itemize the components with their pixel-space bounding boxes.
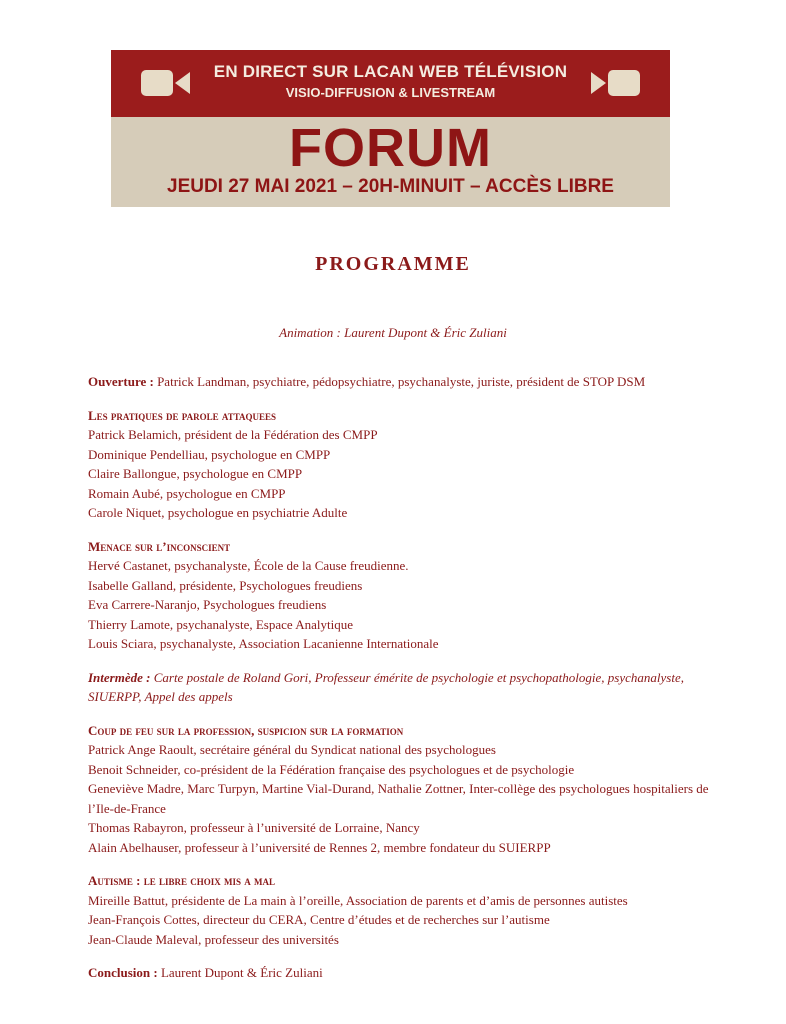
list-item: Jean-François Cottes, directeur du CERA, Centre d’études et de recherches sur l’autisme: [88, 912, 550, 927]
section-pratiques: [88, 406, 728, 523]
event-banner: [111, 50, 670, 207]
conclusion-line: [88, 963, 728, 983]
banner-title: FORUM: [289, 118, 492, 178]
conclusion-label: Conclusion :: [88, 965, 158, 980]
list-item: Alain Abelhauser, professeur à l’université de Rennes 2, membre fondateur du SUIERPP: [88, 839, 551, 855]
ouverture-text: Patrick Landman, psychiatre, pédopsychiatre, psychanalyste, juriste, président de STOP DSM: [157, 374, 646, 389]
section-heading: Coup de feu sur la profession, suspicion sur la formation: [88, 722, 404, 738]
list-item: Louis Sciara, psychanalyste, Association Lacanienne Internationale: [88, 636, 439, 651]
banner-stream-line: VISIO-DIFFUSION & LIVESTREAM: [285, 85, 496, 100]
section-heading: Menace sur l’inconscient: [88, 538, 231, 554]
banner-date: JEUDI 27 MAI 2021 – 20H-MINUIT – ACCÈS LIBRE: [167, 176, 614, 197]
section-heading: Autisme : le libre choix mis a mal: [88, 873, 275, 888]
section-menace: [88, 537, 728, 654]
ouverture-label: Ouverture :: [88, 374, 154, 389]
section-heading: Les pratiques de parole attaquees: [88, 407, 277, 423]
list-item: Carole Niquet, psychologue en psychiatrie Adulte: [88, 505, 348, 520]
section-coup-de-feu: [88, 721, 728, 858]
conclusion: [88, 963, 728, 983]
list-item: Jean-Claude Maleval, professeur des universités: [88, 931, 339, 947]
list-item: Romain Aubé, psychologue en CMPP: [88, 485, 286, 501]
list-item: Eva Carrere-Naranjo, Psychologues freudiens: [88, 597, 327, 612]
list-item: Geneviève Madre, Marc Turpyn, Martine Vial-Durand, Nathalie Zottner, Inter-collège des psychologues hospitaliers de l’Ile-de-France: [88, 781, 709, 816]
list-item: Benoit Schneider, co-président de la Fédération française des psychologues et de psychologie: [88, 761, 575, 777]
banner-top-band: [111, 50, 670, 117]
list-item: Isabelle Galland, présidente, Psychologues freudiens: [88, 577, 363, 593]
list-item: Patrick Belamich, président de la Fédération des CMPP: [88, 427, 378, 442]
banner-live-line: EN DIRECT SUR LACAN WEB TÉLÉVISION: [213, 62, 568, 81]
list-item: Hervé Castanet, psychanalyste, École de la Cause freudienne.: [88, 558, 409, 573]
ouverture-line: [88, 372, 728, 392]
video-camera-icon: [590, 66, 640, 100]
programme-title: PROGRAMME: [315, 253, 471, 275]
intermede-text: Carte postale de Roland Gori, Professeur émérite de psychologie et psychopathologie, psychanalyste, SIUERPP, Appel des appels: [88, 669, 684, 704]
section-autisme: [88, 871, 728, 949]
list-item: Claire Ballongue, psychologue en CMPP: [88, 466, 303, 481]
intermede: [88, 668, 728, 707]
programme-content: [88, 372, 728, 983]
intermede-label: Intermède :: [88, 669, 151, 685]
list-item: Thomas Rabayron, professeur à l’université de Lorraine, Nancy: [88, 820, 420, 835]
list-item: Patrick Ange Raoult, secrétaire général du Syndicat national des psychologues: [88, 742, 496, 757]
list-item: Thierry Lamote, psychanalyste, Espace Analytique: [88, 616, 353, 632]
conclusion-text: Laurent Dupont & Éric Zuliani: [160, 965, 323, 980]
animation-credit: Animation : Laurent Dupont & Éric Zuliani: [279, 325, 507, 340]
list-item: Mireille Battut, présidente de La main à l’oreille, Association de parents et d’amis de personnes autistes: [88, 892, 628, 908]
intermede-line: [88, 668, 728, 707]
list-item: Dominique Pendelliau, psychologue en CMPP: [88, 446, 331, 462]
